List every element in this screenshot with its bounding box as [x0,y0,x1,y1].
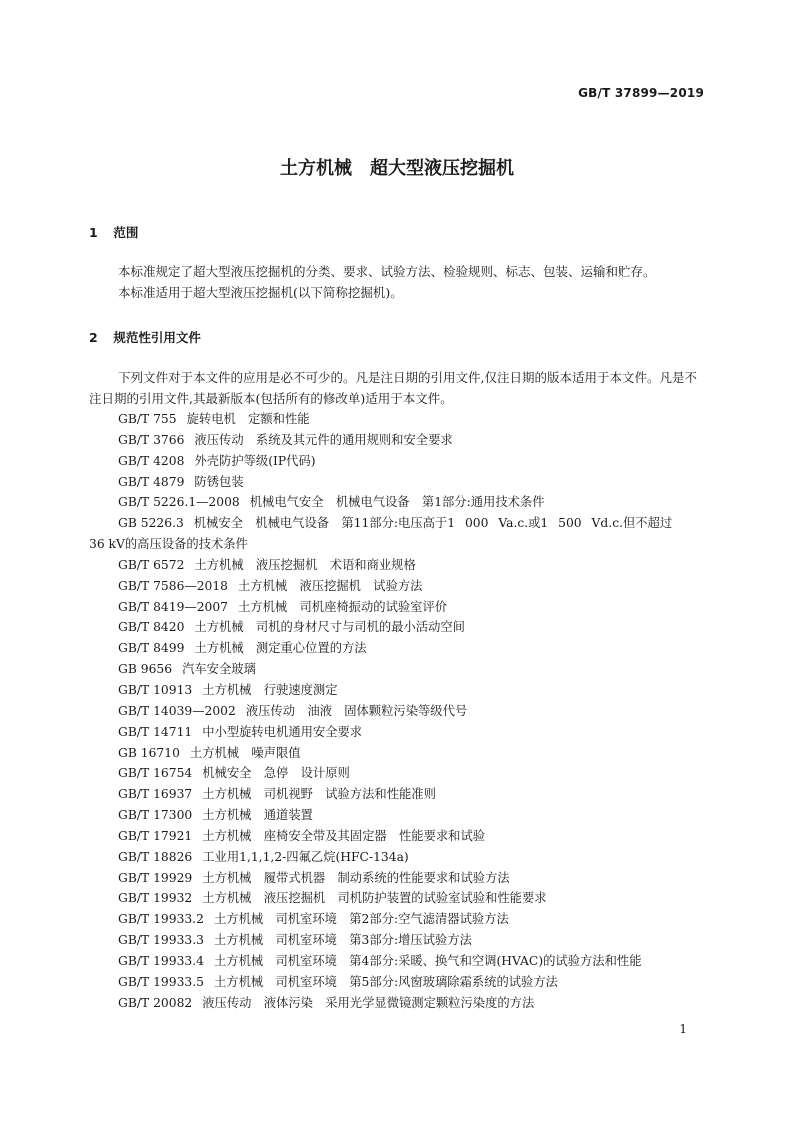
reference-title: 旋转电机 定额和性能 [186,412,310,426]
reference-code: GB/T 19933.5 [118,974,204,989]
reference-title: 土方机械 座椅安全带及其固定器 性能要求和试验 [202,828,486,843]
reference-title: 汽车安全玻璃 [182,662,256,677]
reference-title: 土方机械 司机室环境 第2部分:空气滤清器试验方法 [213,912,509,927]
reference-item [89,513,709,534]
reference-title: 土方机械 液压挖掘机 术语和商业规格 [194,557,416,572]
reference-item [89,868,709,889]
reference-item [89,492,709,513]
reference-item [89,805,709,826]
reference-code: GB/T 17300 [118,808,193,823]
reference-title: 外壳防护等级(IP代码) [194,453,316,468]
reference-code: GB/T 10913 [118,682,193,697]
reference-title: 土方机械 履带式机器 制动系统的性能要求和试验方法 [202,870,510,885]
reference-title: 土方机械 司机视野 试验方法和性能准则 [202,787,436,802]
reference-title: 液压传动 液体污染 采用光学显微镜测定颗粒污染度的方法 [202,995,535,1010]
reference-code: GB 9656 [118,662,173,677]
reference-code: GB 5226.3 [118,516,184,531]
reference-item [89,722,709,743]
reference-title: 机械安全 急停 设计原则 [202,766,350,781]
reference-code: GB/T 19929 [118,870,193,885]
reference-title: 土方机械 司机室环境 第4部分:采暖、换气和空调(HVAC)的试验方法和性能 [213,953,642,968]
reference-code: GB/T 5226.1—2008 [118,495,240,510]
reference-code: GB/T 7586—2018 [118,578,228,593]
normative-references-list [89,409,709,1013]
paragraph: 本标准适用于超大型液压挖掘机(以下简称挖掘机)。 [118,285,403,300]
reference-item [89,451,709,472]
reference-item [89,784,709,805]
reference-item [89,409,709,430]
reference-code: GB/T 19933.3 [118,933,204,948]
reference-item [89,930,709,951]
reference-code: GB/T 755 [118,412,177,426]
reference-item [89,638,709,659]
reference-code: GB/T 3766 [118,432,185,447]
reference-item [89,597,709,618]
reference-title: 土方机械 噪声限值 [189,745,301,760]
reference-code: GB/T 18826 [118,849,193,864]
document-title: 土方机械 超大型液压挖掘机 [280,158,514,179]
reference-title: 土方机械 液压挖掘机 试验方法 [238,578,423,593]
reference-code: GB/T 20082 [118,995,193,1010]
reference-code: GB/T 8499 [118,641,185,656]
reference-item [89,763,709,784]
reference-code: GB/T 16754 [118,766,193,781]
reference-item [89,972,709,993]
reference-item [89,680,709,701]
reference-item [89,993,709,1014]
reference-title: 土方机械 司机室环境 第3部分:增压试验方法 [213,933,472,948]
section-1-body [89,261,707,303]
reference-title: 土方机械 液压挖掘机 司机防护装置的试验室试验和性能要求 [202,891,547,906]
reference-item [89,659,709,680]
reference-code: GB/T 4879 [118,474,185,489]
reference-title: 土方机械 司机座椅振动的试验室评价 [238,599,448,614]
reference-code: GB/T 19933.2 [118,912,204,927]
reference-title: 土方机械 司机室环境 第5部分:风窗玻璃除霜系统的试验方法 [213,974,558,989]
section-title: 范围 [113,225,139,240]
reference-title: 工业用1,1,1,2-四氟乙烷(HFC-134a) [202,849,409,864]
reference-item [89,701,709,722]
reference-code: GB/T 19932 [118,891,193,906]
reference-title: 液压传动 系统及其元件的通用规则和安全要求 [194,432,453,447]
reference-item [89,909,709,930]
reference-title: 机械安全 机械电气设备 第11部分:电压高于1 000 Va.c.或1 500 Vd.c.但不超过 [193,516,673,531]
reference-item [89,743,709,764]
reference-code: GB/T 14039—2002 [118,703,236,718]
reference-code: GB/T 19933.4 [118,953,204,968]
reference-title: 防锈包装 [194,474,244,489]
reference-title: 土方机械 司机的身材尺寸与司机的最小活动空间 [194,620,465,635]
reference-code: GB/T 17921 [118,828,193,843]
section-title: 规范性引用文件 [113,330,201,345]
reference-item [89,472,709,493]
reference-item [89,555,709,576]
paragraph: 下列文件对于本文件的应用是必不可少的。凡是注日期的引用文件,仅注日期的版本适用于本文件。凡是不注日期的引用文件,其最新版本(包括所有的修改单)适用于本文件。 [89,370,697,406]
page-number: 1 [679,1022,687,1036]
reference-item [89,847,709,868]
reference-title: 机械电气安全 机械电气设备 第1部分:通用技术条件 [249,495,545,510]
reference-title: 液压传动 油液 固体颗粒污染等级代号 [245,703,468,718]
reference-item [89,576,709,597]
reference-title: 土方机械 通道装置 [202,808,313,823]
section-1-heading [89,223,138,241]
reference-item [89,617,709,638]
reference-continuation: 36 kV的高压设备的技术条件 [89,537,248,552]
reference-code: GB/T 6572 [118,557,185,572]
reference-item [89,888,709,909]
reference-code: GB/T 4208 [118,453,185,468]
paragraph: 本标准规定了超大型液压挖掘机的分类、要求、试验方法、检验规则、标志、包装、运输和贮存。 [118,264,656,279]
reference-item [89,951,709,972]
reference-code: GB/T 14711 [118,724,193,739]
section-number: 1 [89,225,98,240]
reference-title: 土方机械 行驶速度测定 [202,682,338,697]
reference-code: GB 16710 [118,745,180,760]
reference-title: 土方机械 测定重心位置的方法 [194,641,367,656]
section-2-heading [89,328,201,346]
reference-code: GB/T 8419—2007 [118,599,228,614]
reference-title: 中小型旋转电机通用安全要求 [202,724,363,739]
reference-code: GB/T 8420 [118,620,185,635]
standard-number-header: GB/T 37899—2019 [578,86,704,100]
reference-item [89,430,709,451]
reference-item [89,826,709,847]
reference-code: GB/T 16937 [118,787,193,802]
section-2-intro [89,367,709,409]
section-number: 2 [89,330,98,345]
